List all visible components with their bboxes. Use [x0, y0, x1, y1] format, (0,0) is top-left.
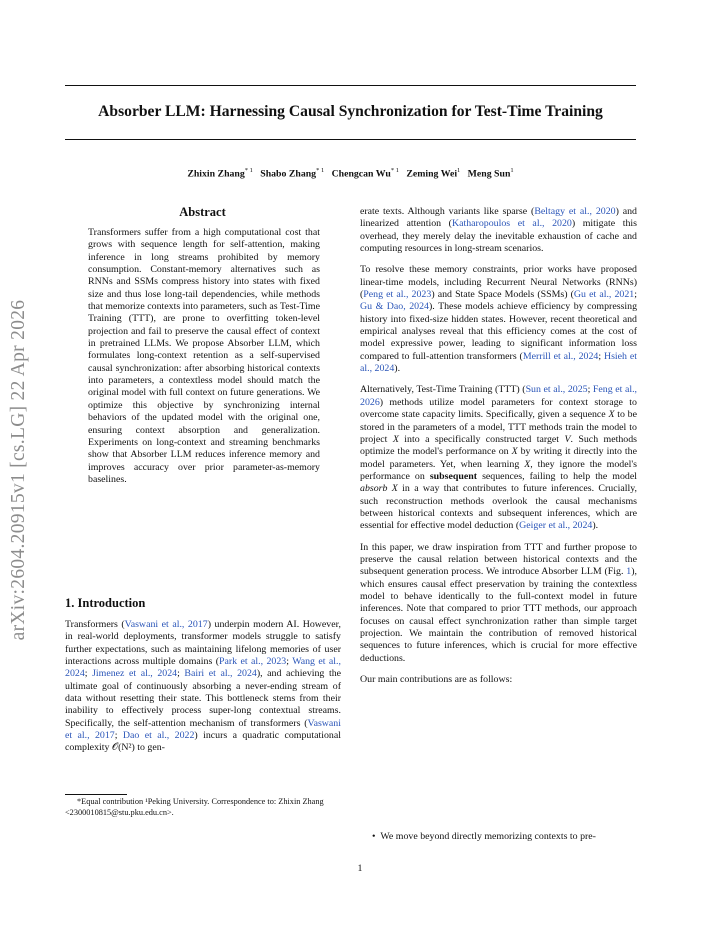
citation-link[interactable]: Katharopoulos et al., 2020 — [451, 218, 572, 230]
citation-link[interactable]: Wang et al., 2024 — [65, 656, 341, 680]
paragraph: To resolve these memory constraints, prior works have proposed linear-time models, including Recurrent Neural Networks (RNNs) (Peng et al., 2023) and State Space Models (SSMs) (Gu et al., 2021; Gu & Dao, 2024). These models achieve efficiency by compressing history into fixed-size hidden states. However, recent theoretical and empirical analyses reveal that this efficiency comes at the cost of model expressive power, leading to significant information loss compared to full-attention transformers (Merrill et al., 2024; Hsieh et al., 2024). — [360, 264, 638, 375]
footnote-rule — [65, 794, 127, 795]
paper-title: Absorber LLM: Harnessing Causal Synchronization for Test-Time Training — [98, 103, 603, 120]
figure-link[interactable]: 1 — [626, 566, 632, 578]
citation-link[interactable]: Vaswani et al., 2017 — [124, 619, 208, 630]
title-top-rule — [65, 85, 636, 86]
page-number: 1 — [357, 863, 363, 874]
citation-link[interactable]: Geiger et al., 2024 — [519, 520, 593, 532]
citation-link[interactable]: Feng et al., 2026 — [360, 384, 638, 408]
paragraph: erate texts. Although variants like sparse (Beltagy et al., 2020) and linearized attention (Katharopoulos et al., 2020) mitigate this overhead, they merely delay the inevitable exhaustion of cache and computing resources in long-stream scenarios. — [360, 206, 637, 255]
citation-link[interactable]: Park et al., 2023 — [219, 656, 287, 668]
abstract-heading: Abstract — [179, 205, 226, 219]
citation-link[interactable]: Gu & Dao, 2024 — [360, 301, 429, 313]
author-name: Zhixin Zhang — [187, 168, 245, 180]
author-list — [65, 167, 636, 179]
citation-link[interactable]: Vaswani et al., 2017 — [65, 717, 341, 742]
arxiv-id[interactable]: arXiv:2604.20915v1 [cs.LG] 22 Apr 2026 — [8, 299, 29, 641]
citation-link[interactable]: Beltagy et al., 2020 — [534, 206, 616, 217]
complexity-math: 𝒪(N²) — [111, 742, 135, 754]
citation-link[interactable]: Bairi et al., 2024 — [184, 668, 257, 680]
citation-link[interactable]: Dao et al., 2022 — [122, 730, 195, 742]
contribution-bullet: • We move beyond directly memorizing contexts to pre- — [372, 831, 596, 842]
paragraph: Our main contributions are as follows: — [360, 674, 513, 686]
citation-link[interactable]: Merrill et al., 2024 — [522, 350, 599, 362]
intro-paragraph: Transformers (Vaswani et al., 2017) underpin modern AI. However, in real-world deployments, transformer models struggle to satisfy further expectations, such as maintaining lifelong memories of user interactions across multiple domains (Park et al., 2023; Wang et al., 2024; Jimenez et al., 2024; Bairi et al., 2024), and achieving the ultimate goal of continuously absorbing a never-ending stream of data without resetting their state. This bottleneck stems from their inability to effectively process super-long contextual streams. Specifically, the self-attention mechanism of transformers (Vaswani et al., 2017; Dao et al., 2022) incurs a quadratic computational complexity 𝒪(N²) to gen- — [65, 619, 342, 754]
author-mark: * 1 — [244, 167, 253, 174]
citation-link[interactable]: Sun et al., 2025 — [525, 384, 588, 396]
author-name: Chengcan Wu — [331, 168, 391, 180]
citation-link[interactable]: Hsieh et al., 2024 — [360, 350, 637, 375]
abstract-text: Transformers suffer from a high computational cost that grows with sequence length for self-attention, making inference in long streams prohibited by memory consumption. Constant-memory alternatives such as RNNs and SSMs compress history into states with fixed size and thus lose long-tail dependencies, while methods that memorize contexts into parameters, such as Test-Time Training (TTT), are prone to overfitting token-level projection and fail to preserve the causal effect of context in pretrained LLMs. We propose Absorber LLM, which formulates long-context retention as a self-supervised causal synchronization: after absorbing historical contexts into parameters, a contextless model should match the original model with full context on future generations. We optimize this objective by synchronizing internal behaviors of the updated model with the original one, ensuring context absorption and generalization. Experiments on long-context and streaming benchmarks show that Absorber LLM reduces inference memory and improves accuracy over prior parameter-as-memory baselines. — [88, 227, 320, 485]
citation-link[interactable]: Gu et al., 2021 — [573, 289, 635, 301]
right-column — [360, 206, 637, 695]
author-mark: 1 — [457, 167, 461, 174]
author-mark: 1 — [510, 167, 514, 174]
author-name: Shabo Zhang — [260, 168, 317, 180]
author-mark: * 1 — [390, 167, 399, 174]
footnote: *Equal contribution ¹Peking University. Correspondence to: Zhixin Zhang <2300010815@stu.pku.edu.cn>. — [65, 797, 324, 817]
author-name: Zeming Wei — [406, 168, 458, 180]
paragraph: In this paper, we draw inspiration from TTT and further propose to preserve the causal relation between historical contexts and the subsequent generation process. We introduce Absorber LLM (Fig. 1), which ensures causal effect preservation by training the contextless model to behave identically to the full-context model in future inferences. Note that compared to prior TTT methods, our approach focuses on causal effect synchronization rather than simple target projection. We maintain the contribution of removed historical sequences to future inferences, which is crucial for more effective deductions. — [360, 541, 637, 664]
author-name: Meng Sun — [467, 168, 511, 180]
section-heading-introduction: 1. Introduction — [65, 596, 146, 610]
citation-link[interactable]: Peng et al., 2023 — [363, 289, 432, 301]
title-bottom-rule — [65, 139, 636, 140]
author-mark: * 1 — [316, 167, 325, 174]
paragraph: Alternatively, Test-Time Training (TTT) (Sun et al., 2025; Feng et al., 2026) methods utilize model parameters for context storage to overcome state capacity limits. Specifically, given a sequence X to be stored in the parameters of a model, TTT methods train the model to project X into a specifically constructed target V. Such methods optimize the model's performance on X by writing it directly into the model parameters. Yet, when learning X, they ignore the model's performance on subsequent sequences, failing to help the model absorb X in a way that contributes to future inferences. Crucially, such reconstruction methods overlook the causal mechanisms between historical contexts and subsequent inferences, which are essential for effective model deduction (Geiger et al., 2024). — [360, 384, 638, 532]
citation-link[interactable]: Jimenez et al., 2024 — [92, 668, 178, 680]
